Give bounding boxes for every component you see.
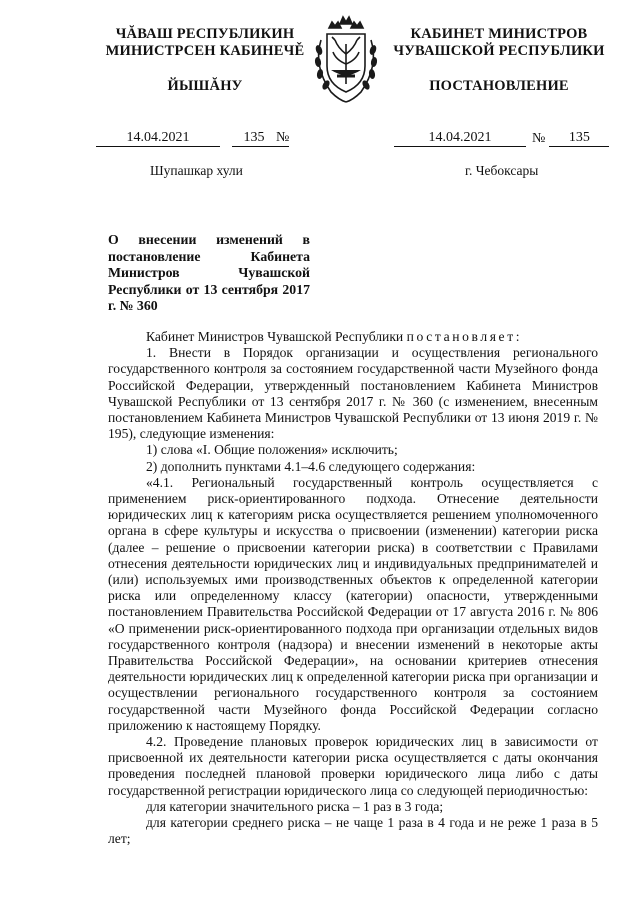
intro-verb: постановляет: xyxy=(406,329,523,344)
document-subject: О внесении изменений в постановление Кабинета Министров Чувашской Республики от 13 сентября 2017 г. № 360 xyxy=(108,232,310,313)
number-right: 135 xyxy=(549,130,609,147)
paragraph: «4.1. Региональный государственный контроль осуществляется с применением риск-ориентированного подхода. Отнесение деятельности юридических лиц к категориям риска осуществляется решением уполномоченного органа в сфере культуры и искусства о присвоении (изменении) категории риска (далее – решение о присвоении категории риска) в соответствии с Правилами отнесения деятельности юридических лиц и индивидуальных предпринимателей и (или) используемых ими производственных объектов к определенной категории риска или определенному классу (категории) опасности, утвержденными постановлением Правительства Российской Федерации от 17 августа 2016 г. № 806 «О применении риск-ориентированного подхода при организации отдельных видов государственного контроля (надзора) и внесении изменений в некоторые акты Правительства Российской Федерации», на основании критериев отнесения деятельности юридических лиц к определенной категории риска при организации и осуществлении регионального государственного контроля за состоянием государственной части Музейного фонда Российской Федерации согласно приложению к настоящему Порядку. xyxy=(108,474,598,733)
crown-icon xyxy=(329,17,363,28)
number-left: 135 xyxy=(232,130,276,147)
chuvash-coat-of-arms-icon xyxy=(305,14,387,106)
header-right-doctype: ПОСТАНОВЛЕНИЕ xyxy=(429,78,569,94)
number-sign-left: № xyxy=(276,130,290,145)
header-right-line1: КАБИНЕТ МИНИСТРОВ xyxy=(410,26,588,42)
intro-line xyxy=(108,329,598,345)
header-right xyxy=(390,26,608,95)
header-left-line1: ЧĂВАШ РЕСПУБЛИКИН xyxy=(115,26,295,42)
date-number-left xyxy=(96,130,289,147)
header-left xyxy=(96,26,314,95)
place-left: Шупашкар хули xyxy=(150,163,243,178)
intro-org: Кабинет Министров Чувашской Республики xyxy=(146,329,404,344)
place-right: г. Чебоксары xyxy=(465,163,539,178)
number-sign-right: № xyxy=(532,131,546,146)
paragraph: 4.2. Проведение плановых проверок юридических лиц в зависимости от присвоенной их деятельности категории риска осуществляется с даты окончания проведения последней плановой проверки юридического лица либо с даты государственной регистрации юридического лица со следующей периодичностью: xyxy=(108,734,598,798)
paragraph: 2) дополнить пунктами 4.1–4.6 следующего содержания: xyxy=(146,458,476,474)
header-left-doctype: ЙЫШĂНУ xyxy=(167,78,243,94)
document-body xyxy=(108,329,598,848)
header-right-line2: ЧУВАШСКОЙ РЕСПУБЛИКИ xyxy=(393,43,605,59)
date-left: 14.04.2021 xyxy=(96,130,220,147)
header-left-line2: МИНИСТРСЕН КАБИНЕЧĚ xyxy=(105,43,305,59)
paragraph: 1. Внести в Порядок организации и осуществления регионального государственного контроля за состоянием государственной части Музейного фонда Российской Федерации, утвержденный постановлением Кабинета Министров Чувашской Республики от 13 сентября 2017 г. № 360 (с изменением, внесенным постановлением Кабинета Министров Чувашской Республики от 13 июня 2019 г. № 195), следующие изменения: xyxy=(108,345,598,442)
date-right: 14.04.2021 xyxy=(394,130,526,147)
paragraph: 1) слова «I. Общие положения» исключить; xyxy=(146,442,398,458)
date-number-right xyxy=(394,130,609,147)
paragraph: для категории среднего риска – не чаще 1 раза в 4 года и не реже 1 раза в 5 лет; xyxy=(108,815,598,847)
paragraph: для категории значительного риска – 1 раз в 3 года; xyxy=(146,798,444,814)
